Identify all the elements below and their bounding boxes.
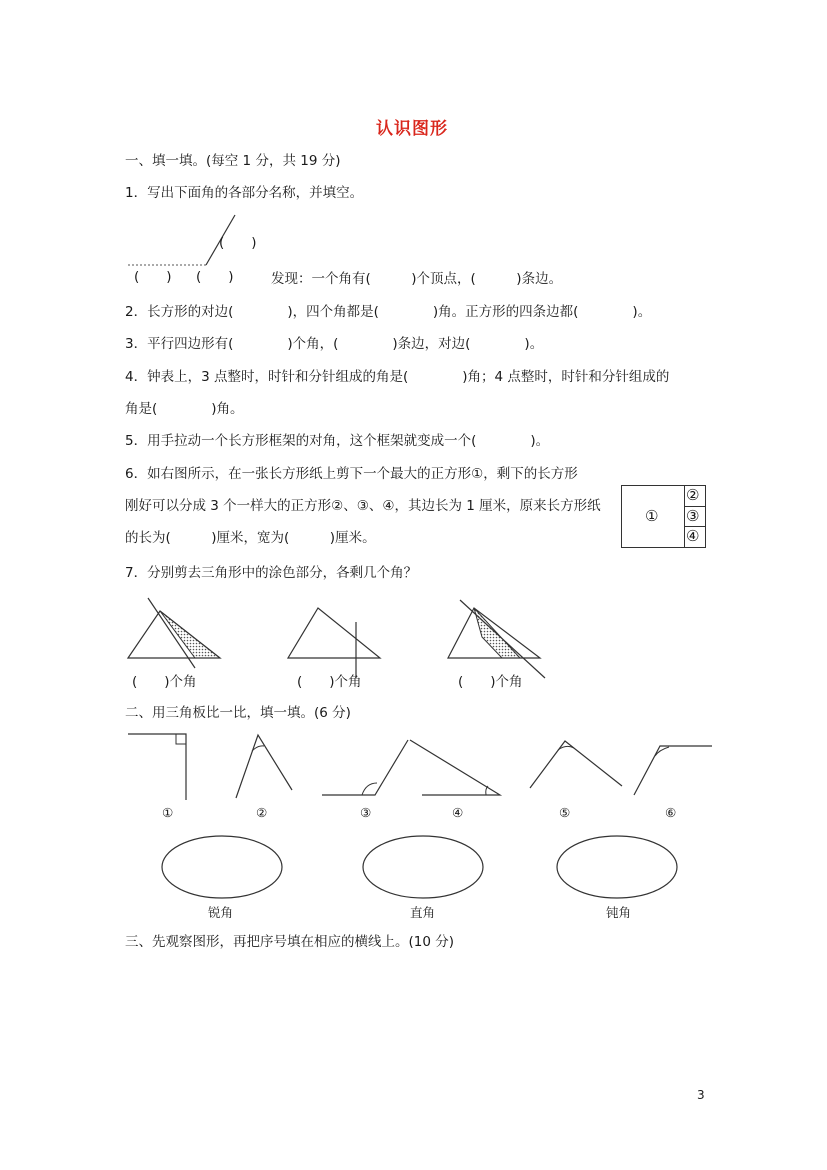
page-number: 3 (697, 1088, 705, 1102)
section-3-heading: 三、先观察图形，再把序号填在相应的横线上。(10 分) (125, 934, 455, 950)
acute-oval-label: 锐角 (208, 905, 234, 920)
square-2-label: ② (686, 486, 700, 504)
square-3-label: ③ (686, 507, 700, 525)
question-7: 7．分别剪去三角形中的涂色部分，各剩几个角？ (125, 565, 418, 581)
square-1-label: ① (645, 507, 659, 525)
angle-4-label: ④ (452, 805, 464, 820)
question-4-line2: 角是( )角。 (125, 401, 244, 417)
section-1-heading: 一、填一填。(每空 1 分，共 19 分) (125, 153, 341, 169)
question-5: 5．用手拉动一个长方形框架的对角，这个框架就变成一个( )。 (125, 433, 550, 449)
angle-6-label: ⑥ (665, 805, 677, 820)
question-4-line1: 4．钟表上，3 点整时，时针和分针组成的角是( )角；4 点整时，时针和分针组成的 (125, 369, 670, 385)
triangle-3-answer: ( )个角 (458, 674, 523, 690)
angle-2-label: ② (256, 805, 268, 820)
question-6-line2: 刚好可以分成 3 个一样大的正方形②、③、④，其边长为 1 厘米，原来长方形纸 (125, 498, 601, 514)
question-6-line3: 的长为( )厘米，宽为( )厘米。 (125, 530, 376, 546)
question-1-found: 发现：一个角有( )个顶点，( )条边。 (271, 271, 563, 287)
angle-3-label: ③ (360, 805, 372, 820)
blank-vertex-label: ( ) (196, 269, 234, 285)
page-title: 认识图形 (376, 119, 448, 139)
section-2-heading: 二、用三角板比一比，填一填。(6 分) (125, 705, 351, 721)
triangle-1-answer: ( )个角 (132, 674, 197, 690)
obtuse-oval-label: 钝角 (606, 905, 632, 920)
angle-1-label: ① (162, 805, 174, 820)
question-1: 1．写出下面角的各部分名称，并填空。 (125, 185, 364, 201)
right-oval-label: 直角 (410, 905, 436, 920)
question-2: 2．长方形的对边( )，四个角都是( )角。正方形的四条边都( )。 (125, 304, 652, 320)
angle-5-label: ⑤ (559, 805, 571, 820)
question-3: 3．平行四边形有( )个角，( )条边，对边( )。 (125, 336, 544, 352)
triangle-2-answer: ( )个角 (297, 674, 362, 690)
blank-side-label: ( ) (134, 269, 172, 285)
blank-edge-label: ( ) (219, 235, 257, 251)
question-6-line1: 6．如右图所示，在一张长方形纸上剪下一个最大的正方形①，剩下的长方形 (125, 466, 578, 482)
square-4-label: ④ (686, 527, 700, 545)
